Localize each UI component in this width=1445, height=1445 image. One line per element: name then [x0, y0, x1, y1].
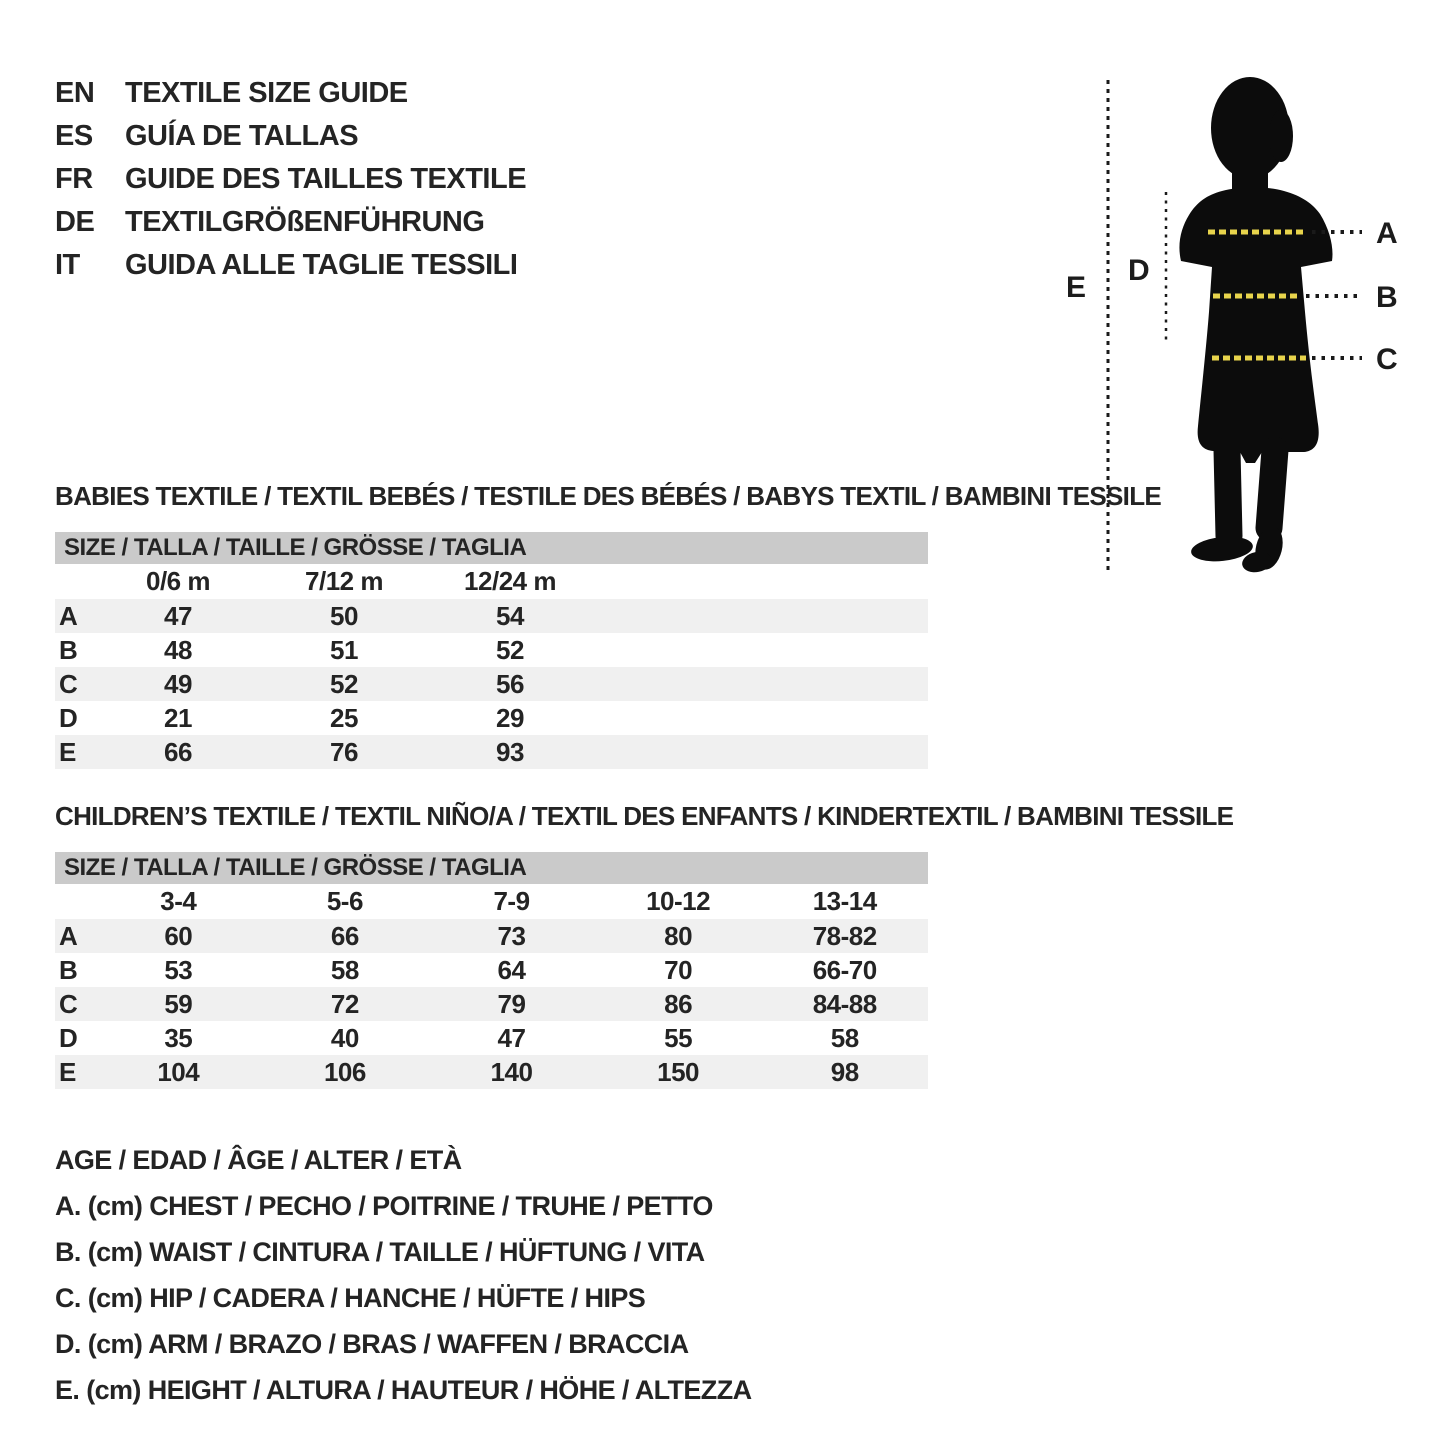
- table-row-E: [55, 1055, 928, 1089]
- table-row-A: [55, 599, 928, 633]
- lang-code: FR: [55, 163, 93, 195]
- cell-value: 70: [664, 954, 693, 985]
- cell-value: 50: [330, 600, 358, 631]
- cell-value: 79: [497, 988, 526, 1019]
- child-silhouette: [1179, 77, 1332, 575]
- row-label: A: [59, 920, 78, 951]
- legend-age: AGE / EDAD / ÂGE / ALTER / ETÀ: [55, 1144, 462, 1175]
- lang-title: GUÍA DE TALLAS: [125, 120, 359, 152]
- legend-chest: A. (cm) CHEST / PECHO / POITRINE / TRUHE / PETTO: [55, 1190, 713, 1221]
- cell-value: 72: [330, 988, 359, 1019]
- lang-row-it: [55, 244, 526, 287]
- column-header: 12/24 m: [464, 566, 556, 596]
- lang-code: EN: [55, 77, 95, 109]
- lang-code: ES: [55, 120, 93, 152]
- cell-value: 84-88: [812, 988, 877, 1019]
- row-label: B: [59, 954, 78, 985]
- row-label: C: [59, 988, 78, 1019]
- babies-size-table: [55, 532, 928, 769]
- table-row-D: [55, 701, 928, 735]
- babies-section-title: BABIES TEXTILE / TEXTIL BEBÉS / TESTILE DES BÉBÉS / BABYS TEXTIL / BAMBINI TESSILE: [55, 481, 1162, 511]
- table-row-C: [55, 667, 928, 701]
- lang-row-fr: [55, 158, 526, 201]
- lang-code: DE: [55, 206, 95, 238]
- column-header: 3-4: [160, 886, 197, 916]
- cell-value: 35: [164, 1022, 193, 1053]
- cell-value: 47: [164, 600, 192, 631]
- table-row-D: [55, 1021, 928, 1055]
- lang-title: GUIDA ALLE TAGLIE TESSILI: [125, 249, 518, 281]
- table-row-B: [55, 633, 928, 667]
- babies-table-header-bar: SIZE / TALLA / TAILLE / GRÖSSE / TAGLIA: [55, 532, 928, 564]
- cell-value: 51: [330, 634, 358, 665]
- cell-value: 49: [164, 668, 192, 699]
- label-A: A: [1376, 217, 1398, 250]
- lang-row-en: [55, 72, 526, 115]
- cell-value: 98: [830, 1056, 859, 1087]
- cell-value: 25: [330, 702, 358, 733]
- cell-value: 48: [164, 634, 192, 665]
- child-silhouette-diagram: [1050, 60, 1445, 600]
- row-label: E: [59, 736, 76, 767]
- cell-value: 93: [496, 736, 524, 767]
- cell-value: 40: [330, 1022, 359, 1053]
- row-label: A: [59, 600, 78, 631]
- cell-value: 56: [496, 668, 524, 699]
- cell-value: 59: [164, 988, 193, 1019]
- legend-waist: B. (cm) WAIST / CINTURA / TAILLE / HÜFTUNG / VITA: [55, 1236, 705, 1267]
- cell-value: 106: [323, 1056, 366, 1087]
- column-header: 7/12 m: [305, 566, 383, 596]
- label-E: E: [1066, 271, 1087, 304]
- cell-value: 60: [164, 920, 193, 951]
- label-D: D: [1128, 254, 1150, 287]
- column-header: 10-12: [646, 886, 711, 916]
- label-C: C: [1376, 343, 1398, 376]
- lang-title: TEXTILE SIZE GUIDE: [125, 77, 408, 109]
- lang-code: IT: [55, 249, 80, 281]
- children-section-title: CHILDREN’S TEXTILE / TEXTIL NIÑO/A / TEXTIL DES ENFANTS / KINDERTEXTIL / BAMBINI TESSILE: [55, 801, 1234, 831]
- row-label: C: [59, 668, 78, 699]
- cell-value: 66-70: [812, 954, 877, 985]
- cell-value: 73: [497, 920, 526, 951]
- column-header: 5-6: [326, 886, 363, 916]
- babies-column-header-row: [55, 564, 928, 599]
- label-B: B: [1376, 281, 1398, 314]
- table-row-A: [55, 919, 928, 953]
- lang-row-de: [55, 201, 526, 244]
- row-label: D: [59, 702, 78, 733]
- column-header: 0/6 m: [146, 566, 210, 596]
- cell-value: 150: [657, 1056, 700, 1087]
- cell-value: 64: [497, 954, 526, 985]
- children-size-table: [55, 852, 928, 1089]
- lang-title: GUIDE DES TAILLES TEXTILE: [125, 163, 527, 195]
- cell-value: 104: [157, 1056, 200, 1087]
- cell-value: 80: [664, 920, 693, 951]
- cell-value: 54: [496, 600, 524, 631]
- cell-value: 47: [497, 1022, 526, 1053]
- cell-value: 21: [164, 702, 192, 733]
- lang-row-es: [55, 115, 526, 158]
- row-label: D: [59, 1022, 78, 1053]
- cell-value: 76: [330, 736, 358, 767]
- cell-value: 29: [496, 702, 524, 733]
- table-row-E: [55, 735, 928, 769]
- cell-value: 66: [330, 920, 359, 951]
- cell-value: 52: [330, 668, 358, 699]
- children-table-header-bar: SIZE / TALLA / TAILLE / GRÖSSE / TAGLIA: [55, 852, 928, 884]
- column-header: 7-9: [493, 886, 530, 916]
- legend-hip: C. (cm) HIP / CADERA / HANCHE / HÜFTE / HIPS: [55, 1282, 646, 1313]
- column-header: 13-14: [812, 886, 877, 916]
- lang-title: TEXTILGRÖßENFÜHRUNG: [125, 206, 485, 238]
- cell-value: 140: [490, 1056, 533, 1087]
- measurement-legend: [55, 1137, 751, 1413]
- cell-value: 52: [496, 634, 524, 665]
- cell-value: 78-82: [812, 920, 877, 951]
- cell-value: 58: [830, 1022, 859, 1053]
- row-label: B: [59, 634, 78, 665]
- cell-value: 66: [164, 736, 192, 767]
- legend-height: E. (cm) HEIGHT / ALTURA / HAUTEUR / HÖHE / ALTEZZA: [55, 1374, 752, 1405]
- table-row-B: [55, 953, 928, 987]
- children-column-header-row: [55, 884, 928, 919]
- cell-value: 55: [664, 1022, 693, 1053]
- cell-value: 86: [664, 988, 693, 1019]
- legend-arm: D. (cm) ARM / BRAZO / BRAS / WAFFEN / BRACCIA: [55, 1328, 689, 1359]
- row-label: E: [59, 1056, 76, 1087]
- table-row-C: [55, 987, 928, 1021]
- cell-value: 53: [164, 954, 193, 985]
- language-title-list: [55, 72, 526, 287]
- cell-value: 58: [330, 954, 359, 985]
